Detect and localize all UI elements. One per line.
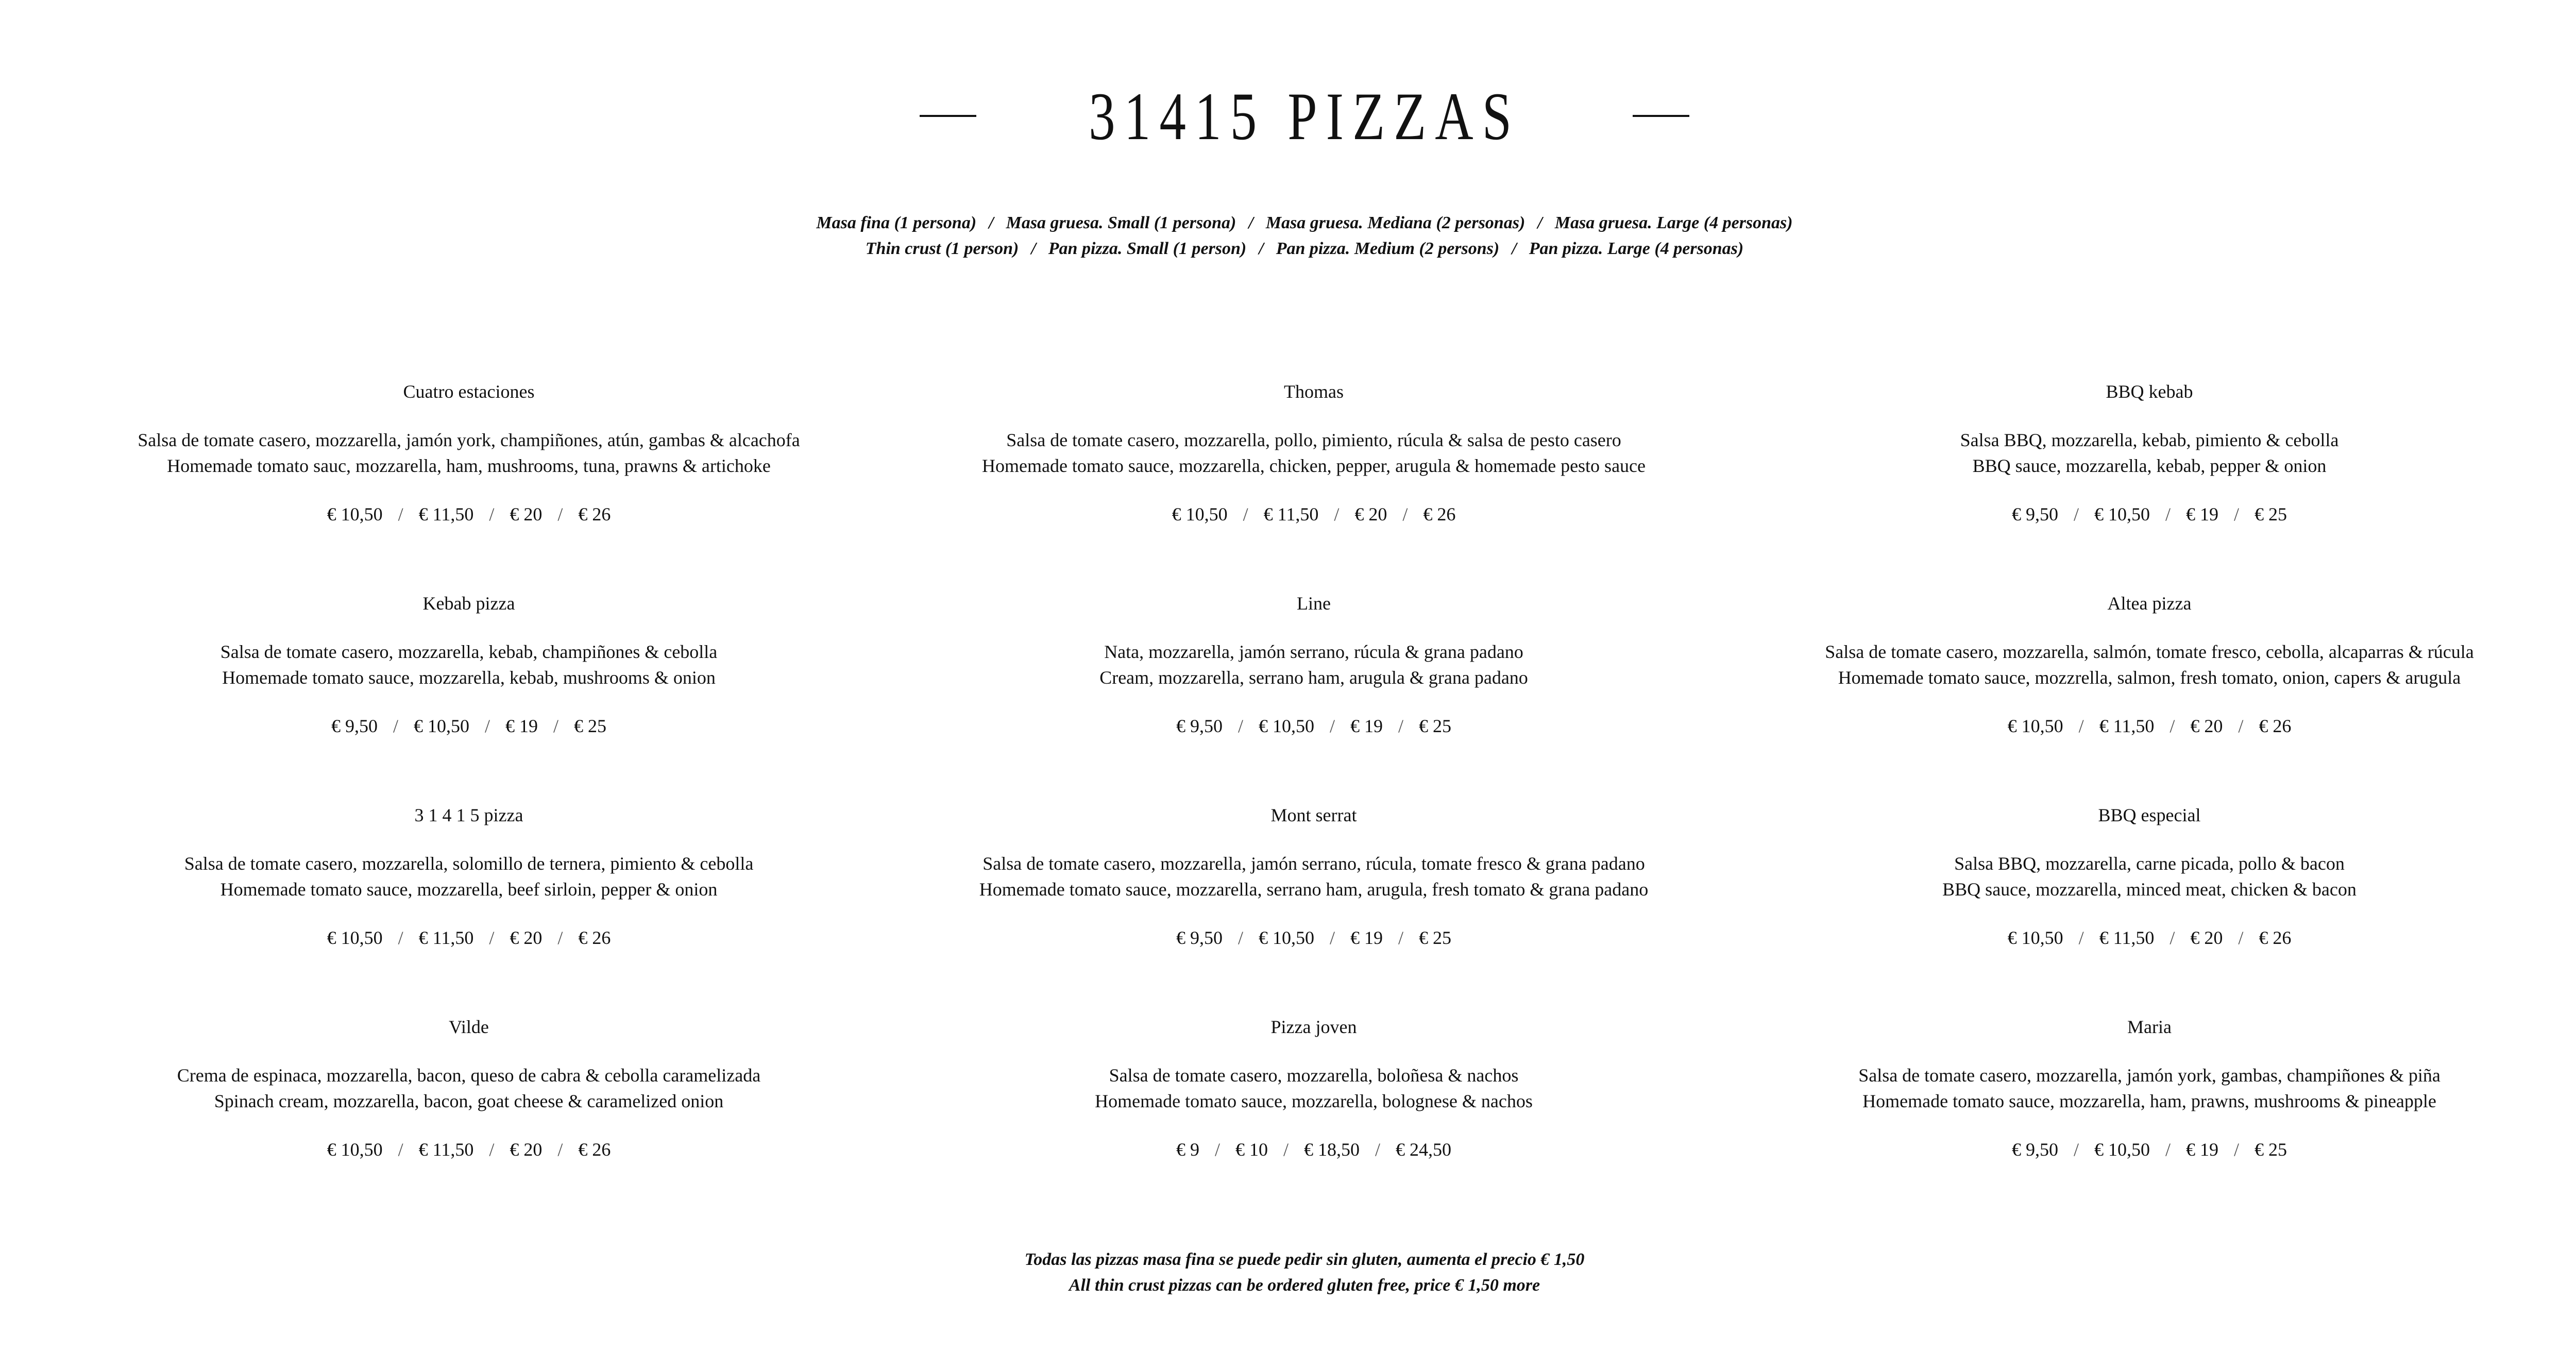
pizza-description [938,427,1690,479]
pizza-price: € 11,50 [418,1139,474,1160]
pizza-name: BBQ kebab [2106,381,2193,402]
price-separator: / [2170,716,2175,736]
pizza-prices [0,501,938,527]
pizza-item [938,1014,1690,1226]
pizza-description-en: BBQ sauce, mozzarella, minced meat, chicken & bacon [1942,879,2357,900]
size-legend-en [0,236,2576,262]
pizza-item [938,379,1690,590]
pizza-price: € 11,50 [418,927,474,948]
size-option: Pan pizza. Large (4 personas) [1529,239,1744,258]
pizza-price: € 10,50 [413,716,469,736]
pizza-price: € 24,50 [1396,1139,1452,1160]
price-separator: / [398,927,403,948]
price-separator: / [1238,927,1243,948]
pizza-price: € 10,50 [1258,927,1314,948]
price-separator: / [1243,504,1248,525]
pizza-description-es: Nata, mozzarella, jamón serrano, rúcula & grana padano [1104,641,1523,662]
menu-header [0,77,2576,155]
pizza-price: € 9,50 [1176,927,1223,948]
pizza-description-es: Salsa de tomate casero, mozzarella, kebab, champiñones & cebolla [220,641,718,662]
pizza-name: Pizza joven [1270,1017,1357,1037]
price-separator: / [2165,504,2171,525]
size-separator: / [1248,213,1253,232]
pizza-description [1690,851,2576,902]
price-separator: / [553,716,559,736]
pizza-price: € 10,50 [2094,504,2150,525]
price-separator: / [1283,1139,1289,1160]
pizza-item [1690,802,2576,1014]
price-separator: / [489,504,495,525]
pizza-description-es: Salsa BBQ, mozzarella, kebab, pimiento & cebolla [1960,430,2339,450]
size-option: Thin crust (1 person) [865,239,1019,258]
pizza-name: Maria [2127,1017,2172,1037]
price-separator: / [2238,716,2244,736]
price-separator: / [484,716,490,736]
pizza-item [938,802,1690,1014]
pizza-price: € 9,50 [2011,1139,2058,1160]
pizza-name: Kebab pizza [422,593,515,614]
pizza-price: € 20 [2190,927,2223,948]
pizza-price: € 10 [1235,1139,1268,1160]
pizza-price: € 10,50 [327,1139,383,1160]
pizza-prices [938,713,1690,739]
pizza-description-es: Salsa de tomate casero, mozzarella, pollo, pimiento, rúcula & salsa de pesto casero [1006,430,1621,450]
price-separator: / [489,927,495,948]
gluten-note-en: All thin crust pizzas can be ordered gluten free, price € 1,50 more [1069,1276,1540,1295]
pizza-price: € 18,50 [1304,1139,1360,1160]
pizza-item [0,1014,938,1226]
pizza-price: € 20 [1354,504,1387,525]
pizza-prices [0,713,938,739]
pizza-price: € 20 [510,927,543,948]
pizza-price: € 11,50 [1263,504,1319,525]
pizza-price: € 26 [578,504,611,525]
pizza-price: € 19 [2186,1139,2218,1160]
pizza-prices [1690,925,2576,951]
price-separator: / [2078,716,2084,736]
pizza-description-en: Homemade tomato sauce, mozzrella, salmon, fresh tomato, onion, capers & arugula [1838,667,2461,688]
pizza-item [1690,379,2576,590]
pizza-price: € 26 [2259,716,2292,736]
price-separator: / [1329,927,1335,948]
size-option: Masa gruesa. Large (4 personas) [1554,213,1793,232]
pizza-prices [938,501,1690,527]
pizza-description [1690,639,2576,690]
title-dash-left [920,115,976,117]
price-separator: / [2073,504,2079,525]
pizza-description-en: Homemade tomato sauce, mozzarella, kebab, mushrooms & onion [222,667,716,688]
price-separator: / [2165,1139,2171,1160]
pizza-price: € 26 [2259,927,2292,948]
pizza-price: € 19 [1350,927,1383,948]
pizza-description-en: BBQ sauce, mozzarella, kebab, pepper & onion [1972,455,2327,476]
price-separator: / [398,504,403,525]
price-separator: / [489,1139,495,1160]
pizza-price: € 9 [1176,1139,1199,1160]
pizza-grid [0,379,2576,1226]
pizza-prices [938,925,1690,951]
price-separator: / [2078,927,2084,948]
pizza-description-es: Salsa de tomate casero, mozzarella, jamón york, gambas, champiñones & piña [1858,1065,2441,1086]
pizza-price: € 19 [505,716,538,736]
pizza-description-es: Salsa de tomate casero, mozzarella, jamón serrano, rúcula, tomate fresco & grana padano [982,853,1645,874]
pizza-item [0,379,938,590]
pizza-description [938,1062,1690,1114]
pizza-name: Vilde [449,1017,489,1037]
pizza-price: € 25 [574,716,607,736]
price-separator: / [1334,504,1340,525]
pizza-price: € 26 [578,927,611,948]
price-separator: / [557,504,563,525]
price-separator: / [557,1139,563,1160]
pizza-description-es: Salsa de tomate casero, mozzarella, salmón, tomate fresco, cebolla, alcaparras & rúcula [1825,641,2474,662]
pizza-price: € 20 [2190,716,2223,736]
size-separator: / [1259,239,1264,258]
size-option: Masa fina (1 persona) [816,213,977,232]
price-separator: / [1398,927,1404,948]
pizza-description [938,851,1690,902]
pizza-price: € 11,50 [2099,927,2155,948]
pizza-description-es: Salsa BBQ, mozzarella, carne picada, pollo & bacon [1954,853,2345,874]
price-separator: / [1214,1139,1220,1160]
pizza-price: € 10,50 [1172,504,1228,525]
price-separator: / [1375,1139,1381,1160]
size-option: Pan pizza. Medium (2 persons) [1276,239,1500,258]
price-separator: / [2073,1139,2079,1160]
size-separator: / [989,213,994,232]
pizza-price: € 20 [510,504,543,525]
pizza-price: € 10,50 [1258,716,1314,736]
pizza-name: Line [1297,593,1331,614]
size-option: Pan pizza. Small (1 person) [1048,239,1247,258]
size-option: Masa gruesa. Mediana (2 personas) [1265,213,1526,232]
pizza-price: € 10,50 [327,504,383,525]
pizza-item [1690,1014,2576,1226]
page-title: 31415 PIZZAS [1088,78,1521,154]
pizza-description-en: Homemade tomato sauce, mozzarella, serrano ham, arugula, fresh tomato & grana padano [979,879,1649,900]
pizza-description [1690,427,2576,479]
pizza-description-en: Homemade tomato sauce, mozzarella, bolognese & nachos [1095,1091,1533,1111]
pizza-description [1690,1062,2576,1114]
size-option: Masa gruesa. Small (1 persona) [1006,213,1236,232]
size-legend [0,210,2576,262]
pizza-price: € 25 [2255,504,2287,525]
pizza-price: € 9,50 [331,716,378,736]
size-legend-es [0,210,2576,236]
price-separator: / [393,716,398,736]
pizza-prices [0,925,938,951]
pizza-item [938,590,1690,802]
price-separator: / [2238,927,2244,948]
pizza-price: € 10,50 [2007,927,2063,948]
pizza-description [0,639,938,690]
pizza-price: € 26 [1423,504,1456,525]
price-separator: / [1238,716,1243,736]
price-separator: / [1329,716,1335,736]
pizza-price: € 10,50 [2094,1139,2150,1160]
pizza-item [0,802,938,1014]
pizza-description [938,639,1690,690]
pizza-description-en: Homemade tomato sauce, mozzarella, ham, prawns, mushrooms & pineapple [1862,1091,2436,1111]
pizza-name: Mont serrat [1270,805,1357,825]
price-separator: / [398,1139,403,1160]
gluten-note-es: Todas las pizzas masa fina se puede pedir sin gluten, aumenta el precio € 1,50 [1024,1250,1585,1269]
pizza-description-es: Crema de espinaca, mozzarella, bacon, queso de cabra & cebolla caramelizada [177,1065,761,1086]
pizza-price: € 10,50 [2007,716,2063,736]
pizza-description-en: Cream, mozzarella, serrano ham, arugula & grana padano [1099,667,1528,688]
pizza-item [1690,590,2576,802]
pizza-price: € 25 [1419,716,1452,736]
price-separator: / [2234,1139,2240,1160]
pizza-price: € 11,50 [2099,716,2155,736]
pizza-prices [0,1137,938,1162]
pizza-description-es: Salsa de tomate casero, mozzarella, boloñesa & nachos [1109,1065,1519,1086]
size-separator: / [1537,213,1543,232]
pizza-description-es: Salsa de tomate casero, mozzarella, solomillo de ternera, pimiento & cebolla [184,853,754,874]
price-separator: / [2170,927,2175,948]
price-separator: / [557,927,563,948]
price-separator: / [2234,504,2240,525]
pizza-price: € 9,50 [2011,504,2058,525]
pizza-name: 3 1 4 1 5 pizza [414,805,523,825]
gluten-note [0,1247,2576,1298]
pizza-price: € 20 [510,1139,543,1160]
pizza-name: BBQ especial [2098,805,2201,825]
pizza-name: Thomas [1284,381,1344,402]
pizza-price: € 10,50 [327,927,383,948]
pizza-description-es: Salsa de tomate casero, mozzarella, jamón york, champiñones, atún, gambas & alcachofa [138,430,800,450]
pizza-prices [1690,1137,2576,1162]
pizza-prices [938,1137,1690,1162]
pizza-price: € 25 [1419,927,1452,948]
pizza-price: € 19 [2186,504,2218,525]
pizza-description [0,1062,938,1114]
pizza-price: € 11,50 [418,504,474,525]
pizza-prices [1690,713,2576,739]
pizza-description-en: Homemade tomato sauce, mozzarella, beef sirloin, pepper & onion [220,879,718,900]
size-separator: / [1031,239,1036,258]
pizza-prices [1690,501,2576,527]
price-separator: / [1402,504,1408,525]
pizza-description-en: Homemade tomato sauc, mozzarella, ham, mushrooms, tuna, prawns & artichoke [167,455,771,476]
pizza-description [0,427,938,479]
pizza-description-en: Spinach cream, mozzarella, bacon, goat cheese & caramelized onion [214,1091,724,1111]
pizza-price: € 25 [2255,1139,2287,1160]
pizza-name: Cuatro estaciones [403,381,535,402]
size-separator: / [1512,239,1517,258]
pizza-price: € 26 [578,1139,611,1160]
pizza-name: Altea pizza [2107,593,2192,614]
title-dash-right [1633,115,1689,117]
pizza-description [0,851,938,902]
price-separator: / [1398,716,1404,736]
pizza-price: € 9,50 [1176,716,1223,736]
pizza-item [0,590,938,802]
pizza-price: € 19 [1350,716,1383,736]
pizza-description-en: Homemade tomato sauce, mozzarella, chicken, pepper, arugula & homemade pesto sauce [981,455,1646,476]
